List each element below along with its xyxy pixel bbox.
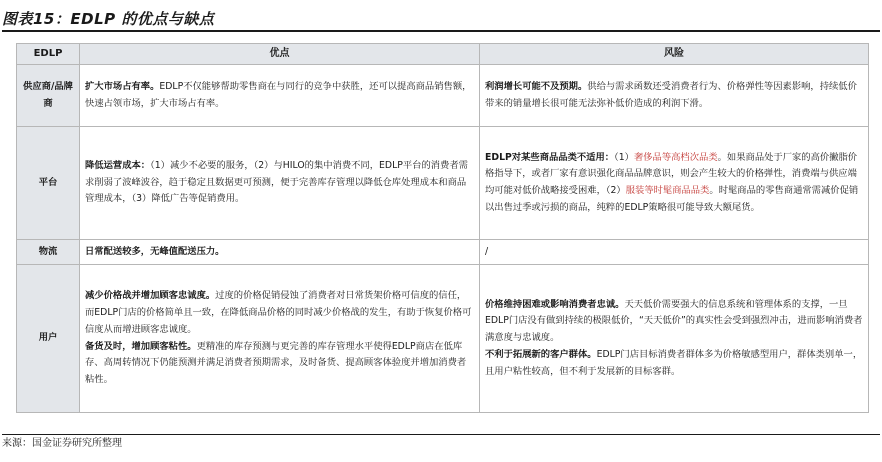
risk-user-heading-2: 不利于拓展新的客户群体。 bbox=[485, 348, 597, 360]
category-platform: 平台 bbox=[17, 127, 80, 240]
advantage-user-heading-2: 备货及时，增加顾客粘性。 bbox=[85, 340, 197, 352]
source-note: 来源：国金证券研究所整理 bbox=[2, 434, 880, 454]
risk-supplier-heading: 利润增长可能不及预期。 bbox=[485, 80, 588, 92]
risk-supplier bbox=[480, 65, 869, 127]
advantage-platform bbox=[80, 127, 480, 240]
advantage-supplier bbox=[80, 65, 480, 127]
advantage-platform-text: （1）减少不必要的服务，（2）与HILO的集中消费不同，EDLP平台的消费者需求削弱了波峰波谷，趋于稳定且数据更可预测，便于完善库存管理以降低仓库处理成本和商品管理成本，（3）降低广告等促销费用。 bbox=[85, 159, 468, 205]
risk-platform-text-1: （1） bbox=[614, 151, 634, 163]
header-risks: 风险 bbox=[480, 44, 869, 65]
category-user: 用户 bbox=[17, 265, 80, 413]
advantage-user-text-1: 过度的价格促销侵蚀了消费者对日常货架价格可信度的信任，而EDLP门店的价格简单且一致，在降低商品价格的同时减少价格战的发生，有助于恢复价格可信度从而增进顾客忠诚度。 bbox=[85, 290, 472, 335]
category-supplier: 供应商/品牌商 bbox=[17, 65, 80, 127]
risk-platform-highlight-luxury: 奢侈品等高档次品类 bbox=[633, 151, 718, 163]
advantage-user bbox=[80, 265, 480, 413]
risk-supplier-text: 供给与需求函数还受消费者行为、价格弹性等因素影响，持续低价带来的销量增长很可能无法弥补低价造成的利润下滑。 bbox=[485, 80, 857, 109]
header-advantages: 优点 bbox=[80, 44, 480, 65]
advantage-user-text-2: 更精准的库存预测与更完善的库存管理水平使得EDLP商店在低库存、高周转情况下仍能预测并满足消费者预期需求，及时备货、提高顾客体验度并增加消费者粘性。 bbox=[85, 340, 467, 385]
risk-platform-heading: EDLP对某些商品品类不适用： bbox=[485, 151, 615, 163]
risk-platform-text-3: 。时髦商品的零售商通常需减价促销以出售过季或污损的商品，纯粹的EDLP策略很可能导致大额尾货。 bbox=[485, 185, 859, 213]
table-header-row bbox=[17, 44, 869, 65]
table-row-user bbox=[17, 265, 869, 413]
edlp-comparison-table bbox=[16, 43, 869, 413]
advantage-logistics-heading: 日常配送较多，无峰值配送压力。 bbox=[85, 245, 225, 257]
advantage-logistics bbox=[80, 240, 480, 265]
risk-platform bbox=[480, 127, 869, 240]
advantage-platform-heading: 降低运营成本： bbox=[85, 159, 151, 171]
advantage-supplier-heading: 扩大市场占有率。 bbox=[85, 80, 160, 92]
category-logistics: 物流 bbox=[17, 240, 80, 265]
table-row-platform bbox=[17, 127, 869, 240]
figure-title: 图表15：EDLP 的优点与缺点 bbox=[2, 6, 880, 32]
risk-user bbox=[480, 265, 869, 413]
risk-user-text-2: EDLP门店目标消费者群体多为价格敏感型用户，群体类别单一，且用户粘性较高，但不利于发展新的目标客群。 bbox=[485, 348, 863, 377]
risk-user-text-1: 天天低价需要强大的信息系统和管理体系的支撑，一旦EDLP门店没有做到持续的极限低价，“天天低价”的真实性会受到强烈冲击，进而影响消费者满意度与忠诚度。 bbox=[485, 298, 863, 344]
advantage-supplier-text: EDLP不仅能够帮助零售商在与同行的竞争中获胜，还可以提高商品销售额，快速占领市场，扩大市场占有率。 bbox=[85, 80, 472, 109]
risk-platform-text-2: 。如果商品处于厂家的高价撇脂价格指导下，或者厂家有意识强化商品品牌意识，则会产生较大的价格弹性，消费端与供应端均可能对低价战略接受困难，（2） bbox=[485, 151, 858, 196]
table-row-supplier bbox=[17, 65, 869, 127]
risk-platform-highlight-fashion: 服装等时髦商品品类 bbox=[625, 185, 710, 196]
header-edlp: EDLP bbox=[17, 44, 80, 65]
advantage-user-heading-1: 减少价格战并增加顾客忠诚度。 bbox=[85, 290, 216, 302]
table-row-logistics bbox=[17, 240, 869, 265]
risk-user-heading-1: 价格维持困难或影响消费者忠诚。 bbox=[485, 298, 625, 310]
risk-logistics: / bbox=[480, 240, 869, 265]
